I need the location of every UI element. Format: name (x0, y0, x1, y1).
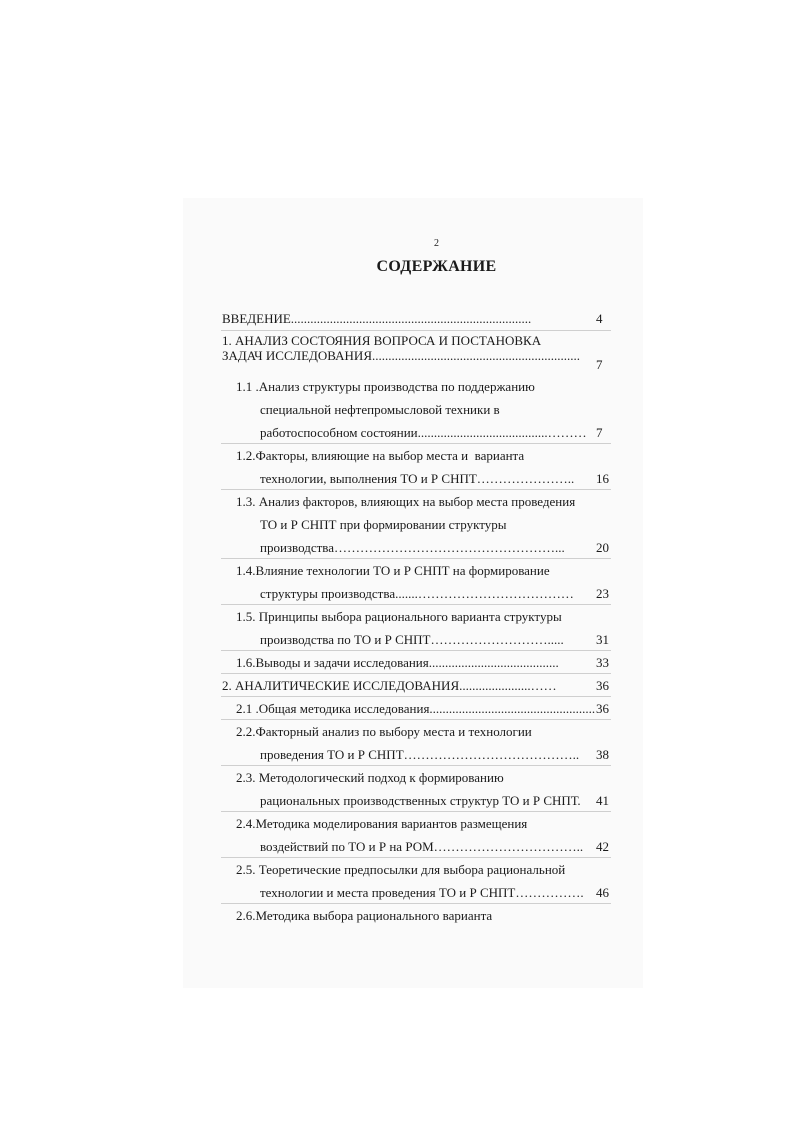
toc-entry-ch2: 2. АНАЛИТИЧЕСКИЕ ИССЛЕДОВАНИЯ......................…… (222, 678, 557, 693)
divider (221, 558, 611, 559)
toc-entry-1-4-line1: 1.4.Влияние технологии ТО и Р СНПТ на формирование (236, 563, 550, 578)
divider (221, 765, 611, 766)
toc-entry-2-1: 2.1 .Общая методика исследования................................................... (236, 701, 596, 716)
toc-entry-1-2-line2: технологии, выполнения ТО и Р СНПТ………………….. (260, 471, 575, 486)
toc-entry-1-2-line1: 1.2.Факторы, влияющие на выбор места и варианта (236, 448, 525, 463)
toc-entry-ch1-line2: ЗАДАЧ ИССЛЕДОВАНИЯ................................................................ (222, 348, 580, 363)
divider (221, 903, 611, 904)
toc-entry-2-4-line2: воздействий по ТО и Р на РОМ…………………………….. (260, 839, 584, 854)
toc-entry-2-6-line1: 2.6.Методика выбора рационального варианта (236, 908, 493, 923)
divider (221, 673, 611, 674)
toc-page-ch2: 36 (596, 678, 609, 693)
toc-entry-1-3-line2: ТО и Р СНПТ при формировании структуры (260, 517, 507, 532)
toc-page-1-3: 20 (596, 540, 609, 555)
toc-page-2-5: 46 (596, 885, 609, 900)
divider (221, 489, 611, 490)
toc-entry-2-5-line2: технологии и места проведения ТО и Р СНПТ……………. (260, 885, 584, 900)
toc-page-intro: 4 (596, 311, 603, 326)
toc-page-2-3: 41 (596, 793, 609, 808)
divider (221, 696, 611, 697)
toc-title: СОДЕРЖАНИЕ (376, 258, 497, 275)
toc-page-1-5: 31 (596, 632, 609, 647)
toc-entry-1-4-line2: структуры производства.......……………………………… (260, 586, 574, 601)
toc-page-2-1: 36 (596, 701, 609, 716)
toc-page-2-4: 42 (596, 839, 609, 854)
divider (221, 857, 611, 858)
divider (221, 811, 611, 812)
divider (221, 650, 611, 651)
toc-page-ch1: 7 (596, 357, 603, 372)
toc-entry-1-6: 1.6.Выводы и задачи исследования........................................ (236, 655, 559, 670)
toc-entry-1-5-line1: 1.5. Принципы выбора рационального варианта структуры (236, 609, 562, 624)
toc-page-1-1: 7 (596, 425, 603, 440)
toc-entry-ch1-line1: 1. АНАЛИЗ СОСТОЯНИЯ ВОПРОСА И ПОСТАНОВКА (222, 333, 542, 348)
toc-entry-intro: ВВЕДЕНИЕ.......................................................................... (222, 311, 532, 326)
page-number: 2 (434, 238, 439, 249)
toc-entry-2-2-line1: 2.2.Факторный анализ по выбору места и технологии (236, 724, 532, 739)
toc-entry-1-5-line2: производства по ТО и Р СНПТ………………………..... (260, 632, 564, 647)
divider (221, 330, 611, 331)
toc-entry-1-3-line1: 1.3. Анализ факторов, влияющих на выбор места проведения (236, 494, 576, 509)
toc-entry-1-3-line3: производства……………………………………………... (260, 540, 565, 555)
toc-entry-2-3-line1: 2.3. Методологический подход к формированию (236, 770, 504, 785)
toc-entry-2-3-line2: рациональных производственных структур ТО и Р СНПТ. (260, 793, 581, 808)
divider (221, 604, 611, 605)
toc-entry-2-2-line2: проведения ТО и Р СНПТ………………………………….. (260, 747, 580, 762)
toc-entry-2-4-line1: 2.4.Методика моделирования вариантов размещения (236, 816, 528, 831)
toc-entry-1-1-line3: работоспособном состоянии........................................……… (260, 425, 587, 440)
toc-page-1-6: 33 (596, 655, 609, 670)
toc-page-1-4: 23 (596, 586, 609, 601)
toc-entry-2-5-line1: 2.5. Теоретические предпосылки для выбора рациональной (236, 862, 566, 877)
divider (221, 719, 611, 720)
toc-entry-1-1-line1: 1.1 .Анализ структуры производства по поддержанию (236, 379, 535, 394)
toc-entry-1-1-line2: специальной нефтепромысловой техники в (260, 402, 500, 417)
divider (221, 443, 611, 444)
toc-page-2-2: 38 (596, 747, 609, 762)
toc-page-1-2: 16 (596, 471, 609, 486)
